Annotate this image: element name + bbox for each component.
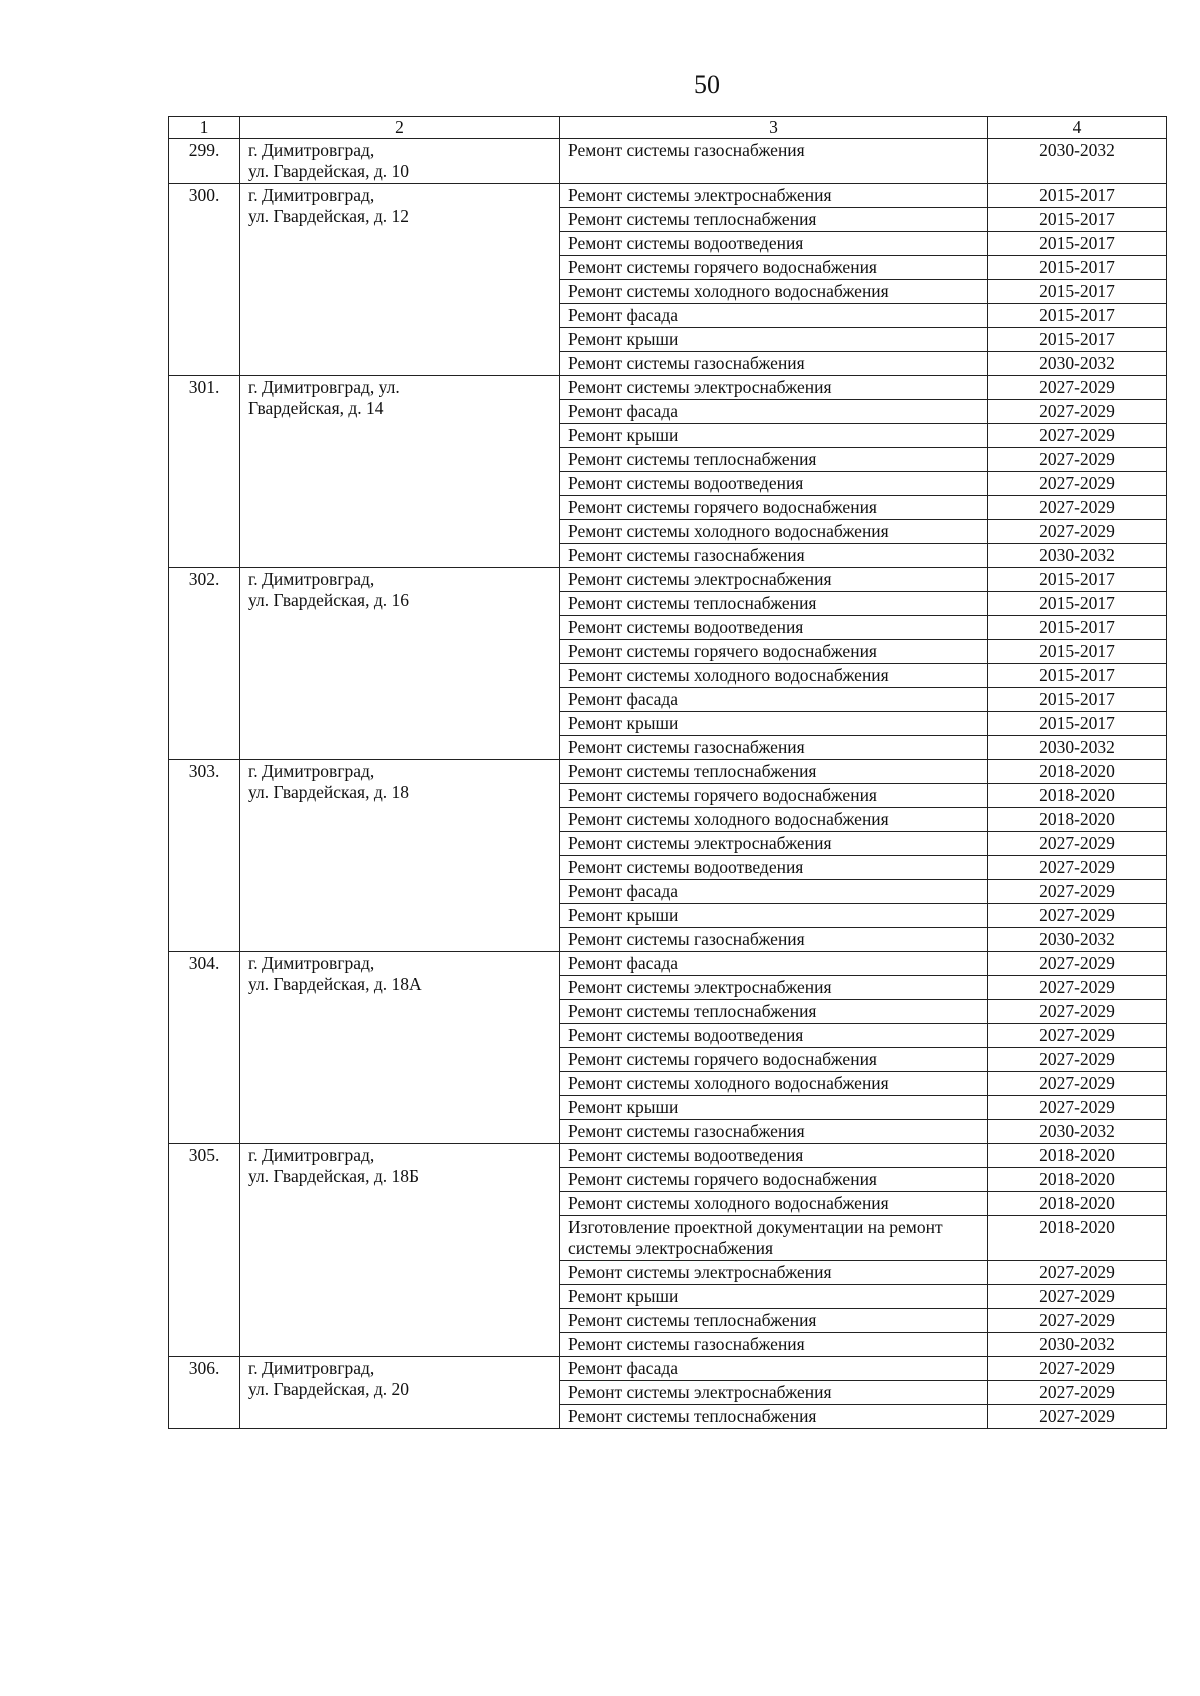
work-type: Ремонт системы холодного водоснабжения: [560, 280, 988, 304]
table-row: [169, 1357, 1167, 1381]
column-header-4: 4: [988, 117, 1167, 139]
column-header-1: 1: [169, 117, 240, 139]
period: 2018-2020: [988, 784, 1167, 808]
period: 2027-2029: [988, 1096, 1167, 1120]
address-line: ул. Гвардейская, д. 18А: [248, 974, 422, 994]
address-line: г. Димитровград,: [248, 569, 375, 589]
address-cell: [240, 184, 560, 376]
period: 2018-2020: [988, 760, 1167, 784]
period: 2027-2029: [988, 400, 1167, 424]
address-line: Гвардейская, д. 14: [248, 398, 384, 418]
period: 2015-2017: [988, 304, 1167, 328]
period: 2027-2029: [988, 448, 1167, 472]
period: 2015-2017: [988, 328, 1167, 352]
address-cell: [240, 1144, 560, 1357]
work-type: Ремонт фасада: [560, 304, 988, 328]
work-type: Ремонт системы горячего водоснабжения: [560, 496, 988, 520]
address-line: г. Димитровград, ул.: [248, 377, 400, 397]
address-line: г. Димитровград,: [248, 1145, 375, 1165]
work-type: Ремонт фасада: [560, 400, 988, 424]
period: 2018-2020: [988, 1144, 1167, 1168]
table-row: [169, 376, 1167, 400]
period: 2027-2029: [988, 856, 1167, 880]
address-line: ул. Гвардейская, д. 20: [248, 1379, 409, 1399]
address-line: ул. Гвардейская, д. 10: [248, 161, 409, 181]
address-line: ул. Гвардейская, д. 12: [248, 206, 409, 226]
period: 2030-2032: [988, 1120, 1167, 1144]
work-type: Ремонт системы водоотведения: [560, 232, 988, 256]
period: 2027-2029: [988, 1381, 1167, 1405]
period: 2027-2029: [988, 904, 1167, 928]
work-type: Ремонт системы газоснабжения: [560, 1333, 988, 1357]
work-type: Ремонт системы водоотведения: [560, 856, 988, 880]
work-type: Ремонт системы газоснабжения: [560, 928, 988, 952]
period: 2027-2029: [988, 1309, 1167, 1333]
work-type: Ремонт системы электроснабжения: [560, 832, 988, 856]
work-type: Ремонт системы горячего водоснабжения: [560, 784, 988, 808]
period: 2015-2017: [988, 712, 1167, 736]
address-line: г. Димитровград,: [248, 185, 375, 205]
work-type: Ремонт системы холодного водоснабжения: [560, 1192, 988, 1216]
table-row: [169, 760, 1167, 784]
address-line: г. Димитровград,: [248, 140, 375, 160]
address-line: ул. Гвардейская, д. 16: [248, 590, 409, 610]
period: 2030-2032: [988, 139, 1167, 184]
work-type: Ремонт системы теплоснабжения: [560, 1000, 988, 1024]
work-type: Ремонт системы теплоснабжения: [560, 208, 988, 232]
table-row: [169, 952, 1167, 976]
period: 2018-2020: [988, 808, 1167, 832]
period: 2030-2032: [988, 544, 1167, 568]
item-number: 306.: [169, 1357, 240, 1429]
column-header-2: 2: [240, 117, 560, 139]
table-row: [169, 184, 1167, 208]
period: 2015-2017: [988, 256, 1167, 280]
period: 2027-2029: [988, 1000, 1167, 1024]
work-type: Ремонт фасада: [560, 688, 988, 712]
work-type: Ремонт системы электроснабжения: [560, 1261, 988, 1285]
address-line: г. Димитровград,: [248, 953, 375, 973]
period: 2015-2017: [988, 232, 1167, 256]
period: 2027-2029: [988, 1024, 1167, 1048]
period: 2027-2029: [988, 1261, 1167, 1285]
period: 2015-2017: [988, 616, 1167, 640]
work-type: Ремонт системы газоснабжения: [560, 736, 988, 760]
work-type: Ремонт системы теплоснабжения: [560, 760, 988, 784]
work-type: Ремонт системы теплоснабжения: [560, 448, 988, 472]
table-body: [169, 117, 1167, 1429]
work-type: Ремонт системы холодного водоснабжения: [560, 808, 988, 832]
period: 2027-2029: [988, 376, 1167, 400]
work-type: Ремонт системы теплоснабжения: [560, 1405, 988, 1429]
work-type: Ремонт системы газоснабжения: [560, 1120, 988, 1144]
period: 2030-2032: [988, 352, 1167, 376]
work-type: Ремонт системы водоотведения: [560, 1024, 988, 1048]
address-line: г. Димитровград,: [248, 761, 375, 781]
period: 2027-2029: [988, 976, 1167, 1000]
work-type: Ремонт фасада: [560, 952, 988, 976]
item-number: 302.: [169, 568, 240, 760]
period: 2027-2029: [988, 952, 1167, 976]
work-type: Ремонт системы холодного водоснабжения: [560, 520, 988, 544]
period: 2027-2029: [988, 472, 1167, 496]
work-type: Ремонт системы газоснабжения: [560, 139, 988, 184]
work-type: Ремонт системы газоснабжения: [560, 544, 988, 568]
work-type: Ремонт системы электроснабжения: [560, 1381, 988, 1405]
header-row: [169, 117, 1167, 139]
period: 2015-2017: [988, 664, 1167, 688]
work-type: Ремонт системы электроснабжения: [560, 976, 988, 1000]
period: 2018-2020: [988, 1168, 1167, 1192]
period: 2030-2032: [988, 928, 1167, 952]
work-type: Ремонт системы холодного водоснабжения: [560, 1072, 988, 1096]
period: 2018-2020: [988, 1216, 1167, 1261]
address-cell: [240, 1357, 560, 1429]
period: 2015-2017: [988, 592, 1167, 616]
work-type: Ремонт системы электроснабжения: [560, 568, 988, 592]
table-row: [169, 1144, 1167, 1168]
work-type: Ремонт крыши: [560, 712, 988, 736]
address-cell: [240, 760, 560, 952]
period: 2027-2029: [988, 496, 1167, 520]
work-type: Ремонт фасада: [560, 1357, 988, 1381]
column-header-3: 3: [560, 117, 988, 139]
work-type: Ремонт системы теплоснабжения: [560, 1309, 988, 1333]
period: 2015-2017: [988, 280, 1167, 304]
work-type: Ремонт крыши: [560, 328, 988, 352]
period: 2015-2017: [988, 184, 1167, 208]
work-type: Ремонт системы теплоснабжения: [560, 592, 988, 616]
work-type: Ремонт системы водоотведения: [560, 472, 988, 496]
repair-schedule-table: [168, 116, 1167, 1429]
period: 2027-2029: [988, 1285, 1167, 1309]
work-type: Ремонт системы горячего водоснабжения: [560, 1168, 988, 1192]
address-cell: [240, 139, 560, 184]
item-number: 304.: [169, 952, 240, 1144]
item-number: 303.: [169, 760, 240, 952]
period: 2015-2017: [988, 640, 1167, 664]
period: 2018-2020: [988, 1192, 1167, 1216]
work-type: Ремонт крыши: [560, 1096, 988, 1120]
period: 2015-2017: [988, 688, 1167, 712]
item-number: 299.: [169, 139, 240, 184]
address-cell: [240, 376, 560, 568]
work-type: Ремонт системы газоснабжения: [560, 352, 988, 376]
work-type: Ремонт системы электроснабжения: [560, 376, 988, 400]
work-type: Ремонт системы водоотведения: [560, 616, 988, 640]
work-type: Ремонт системы горячего водоснабжения: [560, 1048, 988, 1072]
period: 2027-2029: [988, 520, 1167, 544]
period: 2027-2029: [988, 1357, 1167, 1381]
period: 2015-2017: [988, 568, 1167, 592]
table-row: [169, 139, 1167, 184]
address-line: ул. Гвардейская, д. 18: [248, 782, 409, 802]
period: 2030-2032: [988, 1333, 1167, 1357]
period: 2027-2029: [988, 424, 1167, 448]
address-line: г. Димитровград,: [248, 1358, 375, 1378]
item-number: 305.: [169, 1144, 240, 1357]
page-number: 50: [694, 70, 720, 99]
period: 2030-2032: [988, 736, 1167, 760]
address-cell: [240, 952, 560, 1144]
table-row: [169, 568, 1167, 592]
work-type: Ремонт фасада: [560, 880, 988, 904]
work-type: Ремонт крыши: [560, 1285, 988, 1309]
item-number: 300.: [169, 184, 240, 376]
work-type: Ремонт системы холодного водоснабжения: [560, 664, 988, 688]
work-type: Ремонт крыши: [560, 424, 988, 448]
work-type: Ремонт крыши: [560, 904, 988, 928]
period: 2015-2017: [988, 208, 1167, 232]
period: 2027-2029: [988, 832, 1167, 856]
work-type: Ремонт системы горячего водоснабжения: [560, 640, 988, 664]
item-number: 301.: [169, 376, 240, 568]
period: 2027-2029: [988, 880, 1167, 904]
work-type: Ремонт системы электроснабжения: [560, 184, 988, 208]
period: 2027-2029: [988, 1072, 1167, 1096]
address-cell: [240, 568, 560, 760]
work-type: Ремонт системы водоотведения: [560, 1144, 988, 1168]
period: 2027-2029: [988, 1405, 1167, 1429]
period: 2027-2029: [988, 1048, 1167, 1072]
work-type: Изготовление проектной документации на ремонт системы электроснабжения: [560, 1216, 988, 1261]
work-type: Ремонт системы горячего водоснабжения: [560, 256, 988, 280]
address-line: ул. Гвардейская, д. 18Б: [248, 1166, 420, 1186]
